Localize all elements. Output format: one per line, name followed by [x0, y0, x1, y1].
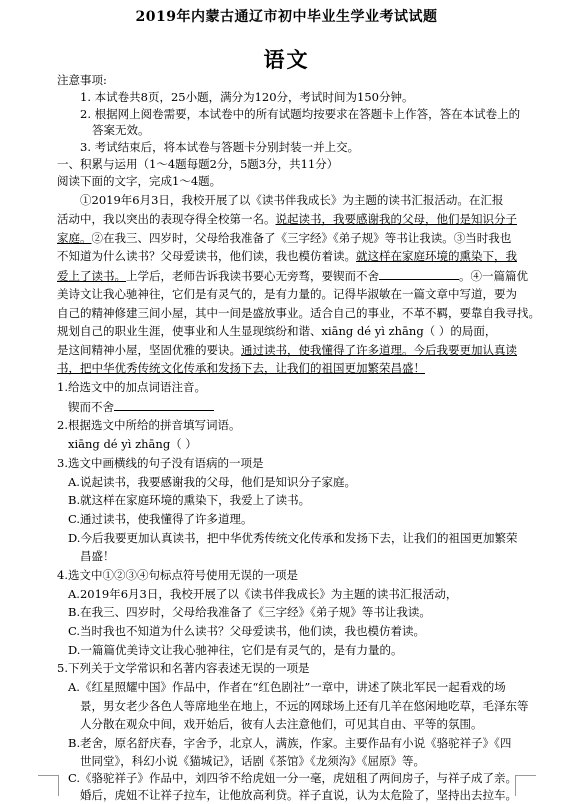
- q2-pinyin: xiāng dé yì zhāng（ ）: [68, 437, 197, 451]
- passage-line-9: 是这间精神小屋，坚固优雅的要诀。通过读书，使我懂得了许多道理。今后我要更加认真读: [57, 343, 517, 357]
- page-corner-mark: [38, 775, 59, 796]
- underlined-sentence-b: 就这样在家庭环境的熏染下，我: [356, 249, 517, 263]
- subject-title: 语文: [263, 47, 310, 72]
- q3-option-b: B.就这样在家庭环境的熏染下，我爱上了读书。: [68, 493, 311, 507]
- passage-line-8: 规划自己的职业生涯，使事业和人生显现缤纷和谐、xiāng dé yì zhāng（ ）的局面，: [57, 324, 497, 338]
- passage-line-6: 美诗文让我心驰神往，它们是有灵气的，是有力量的。记得毕淑敏在一篇文章中写道，要为: [57, 287, 517, 301]
- notice-item-2a: 2. 根据网上阅卷需要，本试卷中的所有试题均按要求在答题卡上作答，答在本试卷上的: [80, 107, 521, 121]
- passage-line-3: 家庭。②在我三、四岁时，父母给我准备了《三字经》《弟子规》等书让我读。③当时我也: [57, 231, 512, 245]
- q1-stem: 1.给选文中的加点词语注音。: [57, 380, 206, 394]
- passage-line-5: 爱上了读书。上学后，老师告诉我读书要心无旁骛，要锲而不舍 。④一篇篇优: [57, 269, 528, 283]
- q5-option-b-cont: 世同堂》，科幻小说《猫城记》，话剧《茶馆》《龙须沟》《屈原》等。: [80, 754, 425, 768]
- q5-stem: 5.下列关于文学常识和名著内容表述无误的一项是: [57, 661, 310, 675]
- q4-option-a: A.2019年6月3日，我校开展了以《读书伴我成长》为主题的读书汇报活动，: [68, 587, 458, 601]
- q1-blank: [114, 398, 214, 411]
- section-intro: 阅读下面的文字，完成1～4题。: [57, 174, 222, 188]
- underlined-sentence-a: 说起读书，我要感谢我的父母，他们是知识分子: [275, 212, 517, 226]
- q4-option-c: C.当时我也不知道为什么读书？父母爱读书，他们读，我也模仿着读。: [68, 624, 426, 638]
- q5-option-a-cont1: 景，男女老少各色人等席地坐在地上，不远的网球场上还有几羊在悠闲地吃草，毛泽东等: [80, 699, 529, 713]
- q3-option-a: A.说起读书，我要感谢我的父母，他们是知识分子家庭。: [68, 475, 356, 489]
- q3-option-d-cont: 昌盛！: [80, 549, 115, 563]
- q4-stem: 4.选文中①②③④句标点符号使用无误的一项是: [57, 568, 298, 582]
- notice-item-3: 3. 考试结束后，将本试卷与答题卡分别封装一并上交。: [80, 140, 360, 154]
- q5-option-b: B.老舍，原名舒庆春，字舍予，北京人，满族，作家。主要作品有小说《骆驼祥子》《四: [68, 736, 512, 750]
- section-heading: 一、积累与运用（1～4题每题2分，5题3分，共11分）: [57, 157, 339, 171]
- passage-line-10: 书，把中华优秀传统文化传承和发扬下去，让我们的祖国更加繁荣昌盛！: [57, 361, 425, 375]
- notice-item-2b: 答案无效。: [92, 123, 150, 137]
- passage-line-2: 活动中，我以突出的表现夺得全校第一名。说起读书，我要感谢我的父母，他们是知识分子: [57, 212, 517, 226]
- q5-option-a-cont2: 人分散在观众中间，戏开始后，彼有人去注意他们，可见其自由、平等的氛围。: [80, 717, 483, 731]
- notice-item-1: 1. 本试卷共8页，25小题，满分为120分，考试时间为150分钟。: [80, 90, 414, 104]
- page-corner-mark: [515, 775, 536, 796]
- notice-label: 注意事项:: [57, 73, 107, 87]
- q4-option-d: D.一篇篇优美诗文让我心驰神往，它们是有灵气的，是有力量的。: [68, 643, 403, 657]
- q3-option-c: C.通过读书，使我懂得了许多道理。: [68, 512, 253, 526]
- q1-answer-line: 锲而不舍: [68, 398, 538, 416]
- q3-stem: 3.选文中画横线的句子没有语病的一项是: [57, 456, 264, 470]
- q3-option-d: D.今后我要更加认真读书，把中华优秀传统文化传承和发扬下去，让我们的祖国更加繁荣: [68, 531, 518, 545]
- q5-option-c-cont: 婚后，虎妞不让祥子拉车，让他放高利贷。祥子直说，认为太危险了，坚持出去拉车。: [80, 788, 517, 802]
- passage-line-1: ①2019年6月3日，我校开展了以《读书伴我成长》为主题的读书汇报活动。在汇报: [80, 193, 504, 207]
- q5-option-a: A.《红星照耀中国》作品中，作者在“红色剧社”一章中，讲述了陕北军民一起看戏的场: [68, 680, 506, 694]
- exam-title: 2019年内蒙古通辽市初中毕业生学业考试试题: [135, 9, 438, 25]
- passage-line-4: 不知道为什么读书？父母爱读书，他们读，我也模仿着读。就这样在家庭环境的熏染下，我: [57, 249, 517, 263]
- answer-blank: [379, 267, 459, 280]
- passage-line-7: 自己的精神修建三间小屋，其中一间是盛放事业。适合自己的事业，不革不羁，要靠自我寻找。: [57, 306, 540, 320]
- underlined-sentence-c: 通过读书，使我懂得了许多道理。今后我要更加认真读: [241, 343, 517, 357]
- q2-stem: 2.根据选文中所给的拼音填写词语。: [57, 418, 241, 432]
- q5-option-c: C.《骆驼祥子》作品中，刘四爷不给虎妞一分一毫，虎妞租了两间房子，与祥子成了亲。: [68, 771, 518, 785]
- q4-option-b: B.在我三、四岁时，父母给我准备了《三字经》《弟子规》等书让我读。: [68, 605, 431, 619]
